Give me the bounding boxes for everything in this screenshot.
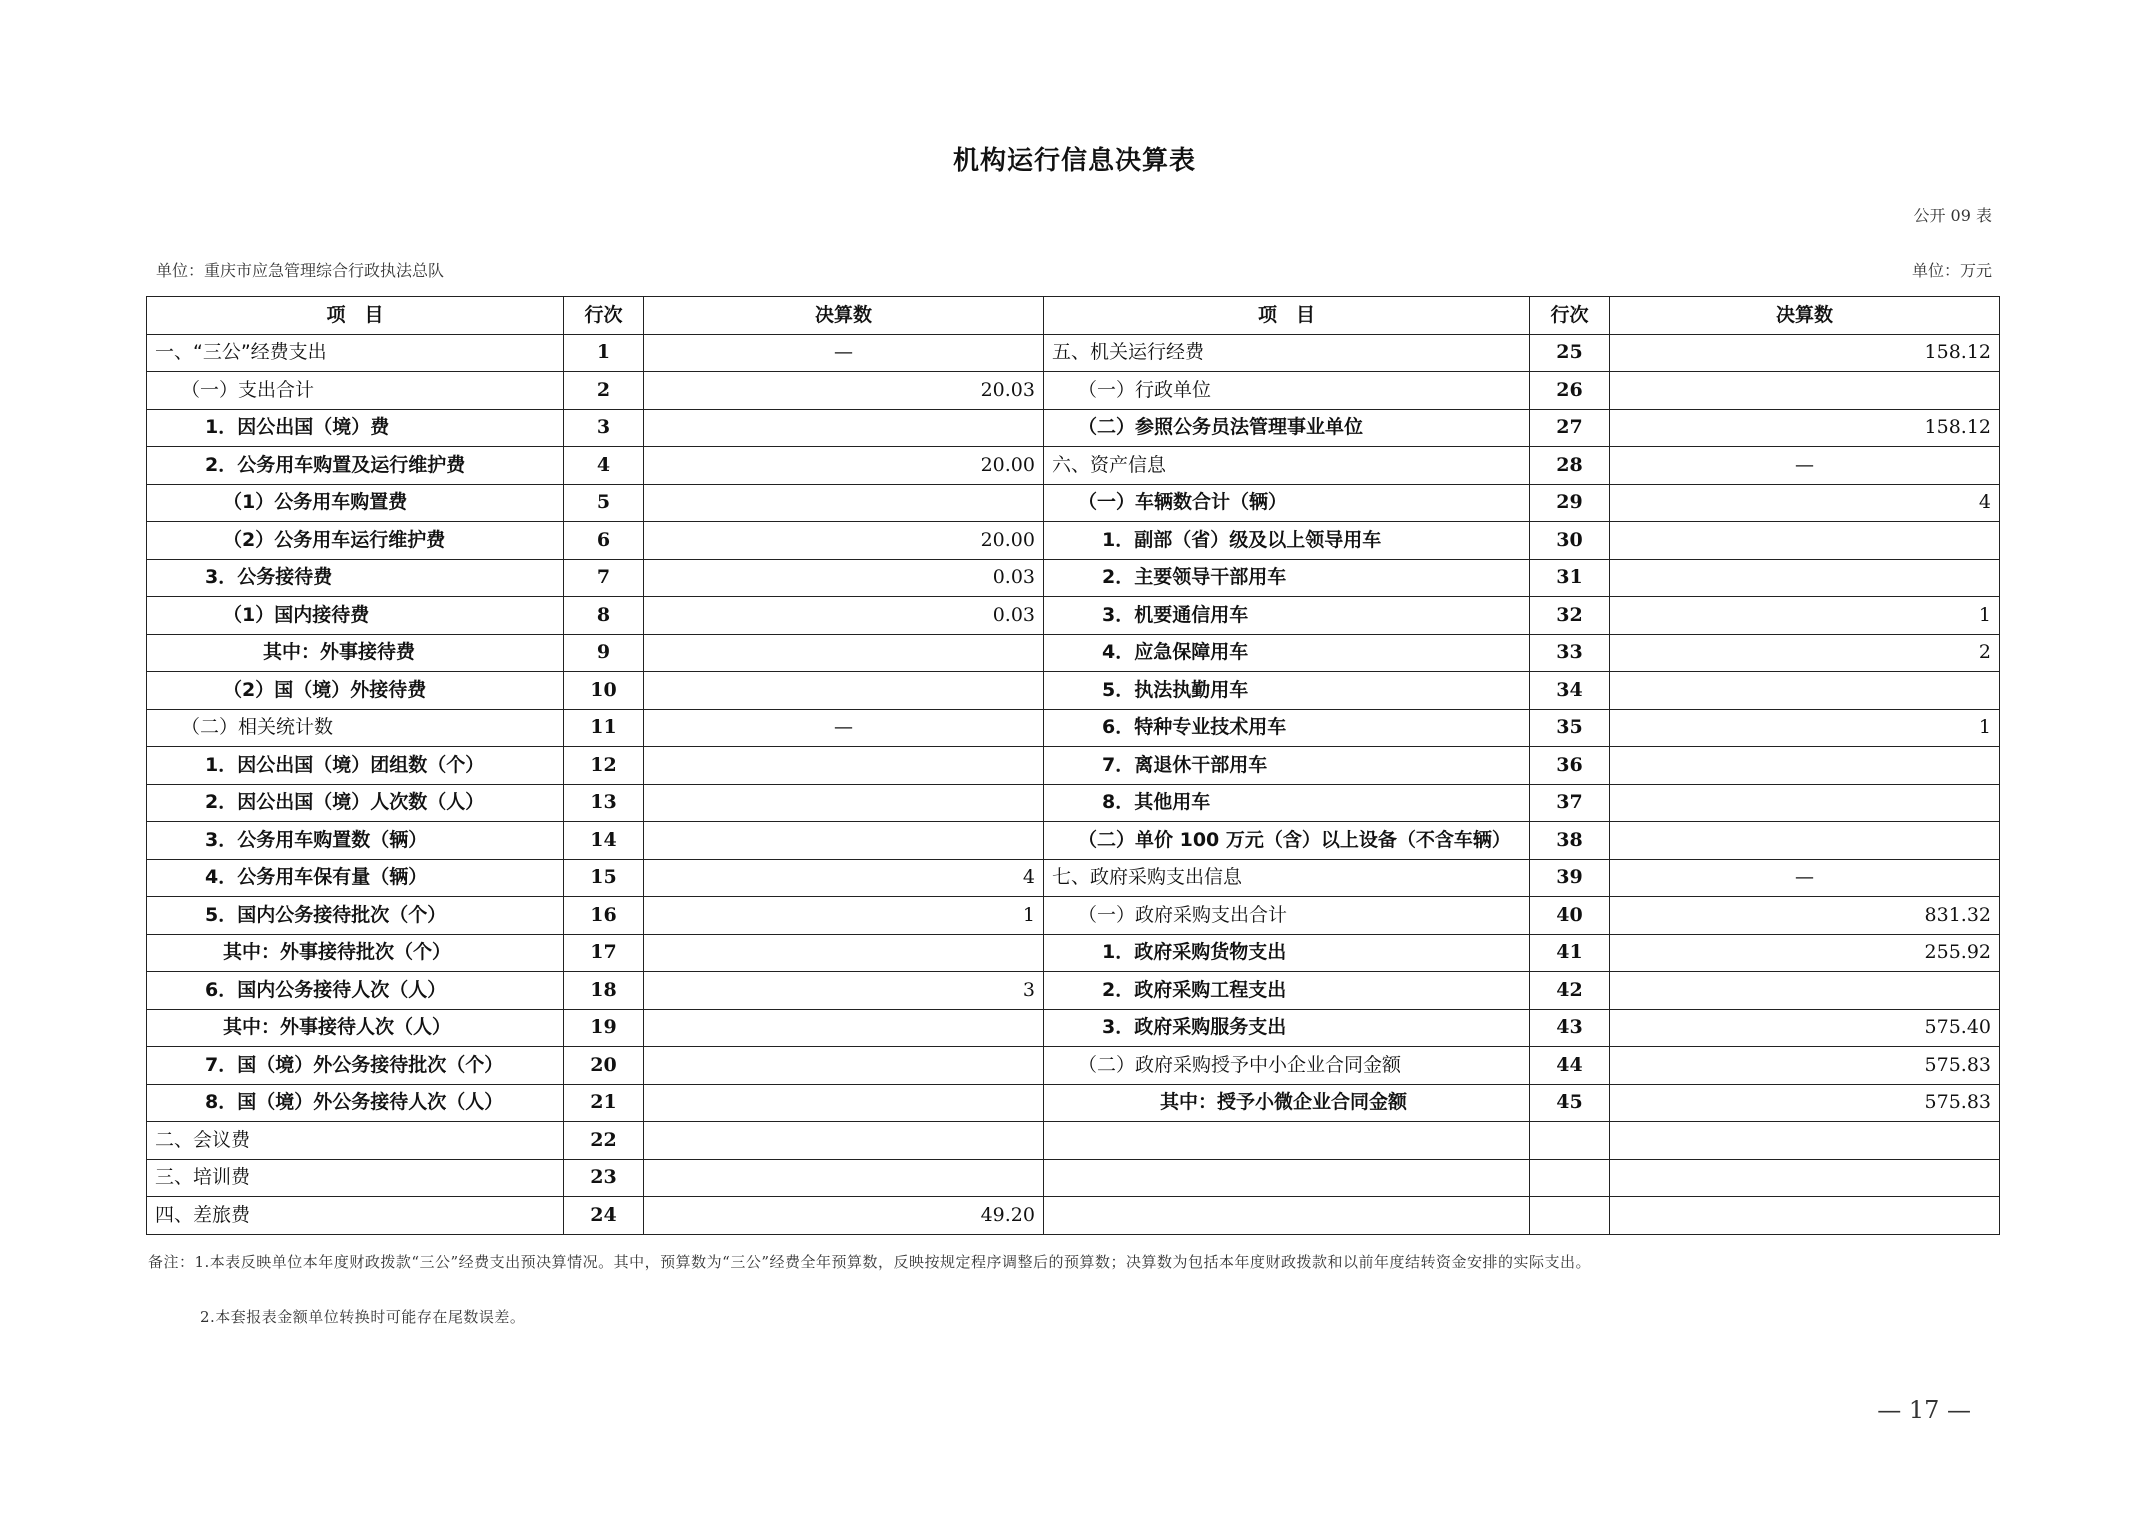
row-line: 40 bbox=[1530, 897, 1610, 935]
row-line: 5 bbox=[564, 484, 644, 522]
row-line: 27 bbox=[1530, 409, 1610, 447]
row-line: 22 bbox=[564, 1122, 644, 1160]
table-header-row bbox=[147, 297, 2000, 335]
header-item-right: 项 目 bbox=[1044, 297, 1530, 335]
row-line: 15 bbox=[564, 859, 644, 897]
row-amount: 20.03 bbox=[644, 372, 1044, 410]
row-amount: 158.12 bbox=[1610, 409, 2000, 447]
row-amount bbox=[644, 1122, 1044, 1160]
row-line: 9 bbox=[564, 634, 644, 672]
row-item: 1．政府采购货物支出 bbox=[1044, 934, 1530, 972]
table-row bbox=[147, 1084, 2000, 1122]
row-amount bbox=[1610, 1159, 2000, 1197]
row-line: 28 bbox=[1530, 447, 1610, 485]
row-amount bbox=[1610, 522, 2000, 560]
row-amount: — bbox=[644, 334, 1044, 372]
row-item: 6．国内公务接待人次（人） bbox=[147, 972, 564, 1010]
row-item: 2．因公出国（境）人次数（人） bbox=[147, 784, 564, 822]
header-amount-left: 决算数 bbox=[644, 297, 1044, 335]
row-line: 19 bbox=[564, 1009, 644, 1047]
row-line bbox=[1530, 1197, 1610, 1235]
table-row bbox=[147, 822, 2000, 860]
row-line: 31 bbox=[1530, 559, 1610, 597]
page-number: — 17 — bbox=[1877, 1396, 1971, 1424]
row-item: 六、资产信息 bbox=[1044, 447, 1530, 485]
row-line: 24 bbox=[564, 1197, 644, 1235]
row-item: 3．机要通信用车 bbox=[1044, 597, 1530, 635]
row-item: 其中：外事接待批次（个） bbox=[147, 934, 564, 972]
row-line: 10 bbox=[564, 672, 644, 710]
row-amount bbox=[644, 1084, 1044, 1122]
row-item: 七、政府采购支出信息 bbox=[1044, 859, 1530, 897]
row-line: 43 bbox=[1530, 1009, 1610, 1047]
operations-info-table bbox=[146, 296, 2000, 1235]
row-amount: 158.12 bbox=[1610, 334, 2000, 372]
row-line: 29 bbox=[1530, 484, 1610, 522]
row-item: 1．副部（省）级及以上领导用车 bbox=[1044, 522, 1530, 560]
row-amount bbox=[1610, 372, 2000, 410]
row-amount: 575.40 bbox=[1610, 1009, 2000, 1047]
table-row bbox=[147, 409, 2000, 447]
row-amount bbox=[644, 822, 1044, 860]
row-line: 25 bbox=[1530, 334, 1610, 372]
row-item: 2．政府采购工程支出 bbox=[1044, 972, 1530, 1010]
table-row bbox=[147, 559, 2000, 597]
row-line: 33 bbox=[1530, 634, 1610, 672]
row-amount: 1 bbox=[1610, 597, 2000, 635]
row-amount bbox=[1610, 672, 2000, 710]
table-row bbox=[147, 672, 2000, 710]
table-row bbox=[147, 484, 2000, 522]
row-line: 6 bbox=[564, 522, 644, 560]
row-item bbox=[1044, 1197, 1530, 1235]
row-line: 32 bbox=[1530, 597, 1610, 635]
row-item: （二）参照公务员法管理事业单位 bbox=[1044, 409, 1530, 447]
row-amount: 20.00 bbox=[644, 522, 1044, 560]
table-row bbox=[147, 709, 2000, 747]
row-amount bbox=[1610, 747, 2000, 785]
row-amount: 1 bbox=[1610, 709, 2000, 747]
row-line: 18 bbox=[564, 972, 644, 1010]
row-line: 7 bbox=[564, 559, 644, 597]
row-item: 2．主要领导干部用车 bbox=[1044, 559, 1530, 597]
row-item: 其中：外事接待人次（人） bbox=[147, 1009, 564, 1047]
row-item: 3．公务接待费 bbox=[147, 559, 564, 597]
row-line: 35 bbox=[1530, 709, 1610, 747]
table-row bbox=[147, 447, 2000, 485]
row-line: 20 bbox=[564, 1047, 644, 1085]
row-line: 30 bbox=[1530, 522, 1610, 560]
row-item: （一）支出合计 bbox=[147, 372, 564, 410]
row-amount bbox=[644, 634, 1044, 672]
row-item bbox=[1044, 1122, 1530, 1160]
row-amount: — bbox=[644, 709, 1044, 747]
row-item: 7．国（境）外公务接待批次（个） bbox=[147, 1047, 564, 1085]
form-code: 公开 09 表 bbox=[1913, 206, 1992, 225]
row-line: 26 bbox=[1530, 372, 1610, 410]
row-amount: 255.92 bbox=[1610, 934, 2000, 972]
footnote-1: 备注：1.本表反映单位本年度财政拨款“三公”经费支出预决算情况。其中，预算数为“三公”经费全年预算数，反映按规定程序调整后的预算数；决算数为包括本年度财政拨款和以前年度结转资金安排的实际支出。 bbox=[148, 1253, 1591, 1271]
row-line: 34 bbox=[1530, 672, 1610, 710]
reporting-unit: 单位：重庆市应急管理综合行政执法总队 bbox=[156, 261, 445, 280]
row-amount bbox=[1610, 559, 2000, 597]
row-item: 3．政府采购服务支出 bbox=[1044, 1009, 1530, 1047]
row-line: 1 bbox=[564, 334, 644, 372]
row-line: 37 bbox=[1530, 784, 1610, 822]
table-row bbox=[147, 859, 2000, 897]
row-line: 3 bbox=[564, 409, 644, 447]
row-item: 1．因公出国（境）费 bbox=[147, 409, 564, 447]
row-amount: 0.03 bbox=[644, 597, 1044, 635]
row-item: （2）公务用车运行维护费 bbox=[147, 522, 564, 560]
row-item: 5．执法执勤用车 bbox=[1044, 672, 1530, 710]
row-line: 38 bbox=[1530, 822, 1610, 860]
header-line-right: 行次 bbox=[1530, 297, 1610, 335]
row-item: （二）单价 100 万元（含）以上设备（不含车辆） bbox=[1044, 822, 1530, 860]
row-item: （二）相关统计数 bbox=[147, 709, 564, 747]
row-item: （2）国（境）外接待费 bbox=[147, 672, 564, 710]
row-amount bbox=[644, 784, 1044, 822]
header-item-left: 项 目 bbox=[147, 297, 564, 335]
row-item: 四、差旅费 bbox=[147, 1197, 564, 1235]
row-item: 1．因公出国（境）团组数（个） bbox=[147, 747, 564, 785]
row-item: （一）行政单位 bbox=[1044, 372, 1530, 410]
table-row bbox=[147, 1009, 2000, 1047]
row-amount bbox=[1610, 822, 2000, 860]
table-row bbox=[147, 1159, 2000, 1197]
row-line: 42 bbox=[1530, 972, 1610, 1010]
table-row bbox=[147, 972, 2000, 1010]
row-item: （二）政府采购授予中小企业合同金额 bbox=[1044, 1047, 1530, 1085]
row-amount: 575.83 bbox=[1610, 1084, 2000, 1122]
row-amount bbox=[644, 747, 1044, 785]
table-row bbox=[147, 522, 2000, 560]
row-amount: 49.20 bbox=[644, 1197, 1044, 1235]
row-amount bbox=[1610, 972, 2000, 1010]
page-title: 机构运行信息决算表 bbox=[952, 146, 1196, 176]
row-line: 8 bbox=[564, 597, 644, 635]
row-amount: 575.83 bbox=[1610, 1047, 2000, 1085]
row-line: 36 bbox=[1530, 747, 1610, 785]
header-line-left: 行次 bbox=[564, 297, 644, 335]
row-amount bbox=[1610, 1197, 2000, 1235]
row-amount bbox=[644, 1047, 1044, 1085]
row-amount bbox=[644, 409, 1044, 447]
row-amount: — bbox=[1610, 447, 2000, 485]
row-line: 41 bbox=[1530, 934, 1610, 972]
row-item bbox=[1044, 1159, 1530, 1197]
row-item: （1）公务用车购置费 bbox=[147, 484, 564, 522]
row-item: 3．公务用车购置数（辆） bbox=[147, 822, 564, 860]
row-item: 五、机关运行经费 bbox=[1044, 334, 1530, 372]
row-amount bbox=[644, 484, 1044, 522]
row-item: 4．应急保障用车 bbox=[1044, 634, 1530, 672]
row-line: 16 bbox=[564, 897, 644, 935]
table-row bbox=[147, 897, 2000, 935]
table-row bbox=[147, 747, 2000, 785]
row-amount: 3 bbox=[644, 972, 1044, 1010]
row-line: 11 bbox=[564, 709, 644, 747]
row-amount: 20.00 bbox=[644, 447, 1044, 485]
footnote-2: 2.本套报表金额单位转换时可能存在尾数误差。 bbox=[200, 1308, 526, 1326]
row-item: 三、培训费 bbox=[147, 1159, 564, 1197]
row-item: 一、“三公”经费支出 bbox=[147, 334, 564, 372]
row-amount: 4 bbox=[1610, 484, 2000, 522]
row-line: 4 bbox=[564, 447, 644, 485]
row-item: 其中：授予小微企业合同金额 bbox=[1044, 1084, 1530, 1122]
row-item: （一）政府采购支出合计 bbox=[1044, 897, 1530, 935]
row-amount: 2 bbox=[1610, 634, 2000, 672]
table-row bbox=[147, 372, 2000, 410]
row-item: 8．其他用车 bbox=[1044, 784, 1530, 822]
row-amount bbox=[644, 1009, 1044, 1047]
row-line: 45 bbox=[1530, 1084, 1610, 1122]
row-amount: 831.32 bbox=[1610, 897, 2000, 935]
table-row bbox=[147, 934, 2000, 972]
row-amount bbox=[1610, 1122, 2000, 1160]
row-line: 2 bbox=[564, 372, 644, 410]
row-item: 其中：外事接待费 bbox=[147, 634, 564, 672]
table-row bbox=[147, 1197, 2000, 1235]
table-row bbox=[147, 1047, 2000, 1085]
row-line: 12 bbox=[564, 747, 644, 785]
row-item: 2．公务用车购置及运行维护费 bbox=[147, 447, 564, 485]
row-line: 39 bbox=[1530, 859, 1610, 897]
table-row bbox=[147, 1122, 2000, 1160]
row-item: （1）国内接待费 bbox=[147, 597, 564, 635]
row-line bbox=[1530, 1122, 1610, 1160]
row-line bbox=[1530, 1159, 1610, 1197]
row-item: 二、会议费 bbox=[147, 1122, 564, 1160]
row-amount bbox=[644, 1159, 1044, 1197]
row-item: 7．离退休干部用车 bbox=[1044, 747, 1530, 785]
row-item: （一）车辆数合计（辆） bbox=[1044, 484, 1530, 522]
table-row bbox=[147, 634, 2000, 672]
row-amount: 1 bbox=[644, 897, 1044, 935]
row-line: 13 bbox=[564, 784, 644, 822]
table-row bbox=[147, 597, 2000, 635]
row-amount: 4 bbox=[644, 859, 1044, 897]
row-line: 23 bbox=[564, 1159, 644, 1197]
table-row bbox=[147, 334, 2000, 372]
currency-unit: 单位：万元 bbox=[1911, 261, 1992, 280]
row-item: 8．国（境）外公务接待人次（人） bbox=[147, 1084, 564, 1122]
row-amount: 0.03 bbox=[644, 559, 1044, 597]
table-row bbox=[147, 784, 2000, 822]
row-amount bbox=[1610, 784, 2000, 822]
row-amount bbox=[644, 934, 1044, 972]
row-line: 17 bbox=[564, 934, 644, 972]
header-amount-right: 决算数 bbox=[1610, 297, 2000, 335]
row-item: 4．公务用车保有量（辆） bbox=[147, 859, 564, 897]
row-line: 44 bbox=[1530, 1047, 1610, 1085]
row-amount: — bbox=[1610, 859, 2000, 897]
row-amount bbox=[644, 672, 1044, 710]
row-line: 21 bbox=[564, 1084, 644, 1122]
row-item: 5．国内公务接待批次（个） bbox=[147, 897, 564, 935]
row-line: 14 bbox=[564, 822, 644, 860]
row-item: 6．特种专业技术用车 bbox=[1044, 709, 1530, 747]
